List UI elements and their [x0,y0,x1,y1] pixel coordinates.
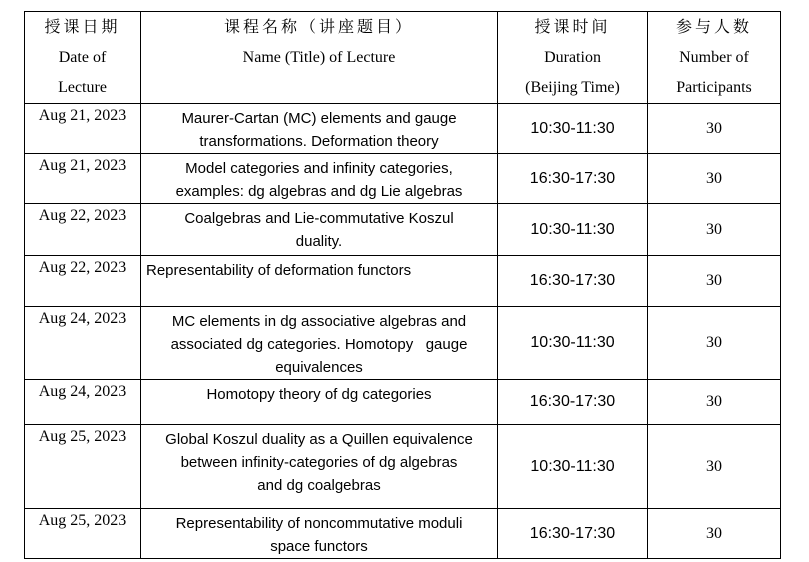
lecture-title-line: duality. [295,233,343,250]
header-participants-en-line: Participants [676,79,752,96]
lecture-title-cell [141,104,498,154]
participants-cell: 30 [648,256,781,307]
lecture-title-line: examples: dg algebras and dg Lie algebras [175,183,463,200]
header-participants-zh: 参与人数 [675,19,752,36]
table-row [25,204,781,256]
time-cell: 16:30-17:30 [498,154,648,204]
time-cell: 10:30-11:30 [498,104,648,154]
date-cell: Aug 21, 2023 [25,154,141,204]
participants-cell: 30 [648,104,781,154]
lecture-title-line: transformations. Deformation theory [199,133,439,150]
lecture-title-cell [141,380,498,425]
header-duration-en-line: (Beijing Time) [525,79,620,96]
lecture-title-line: Global Koszul duality as a Quillen equivalence [165,431,473,448]
header-name-zh: 课程名称（讲座题目） [223,19,414,36]
lecture-title-line: Maurer-Cartan (MC) elements and gauge [181,110,457,127]
table-row [25,380,781,425]
participants-cell: 30 [648,204,781,256]
header-name-en-line: Name (Title) of Lecture [242,49,396,66]
header-date-column [25,12,141,104]
date-cell: Aug 22, 2023 [25,204,141,256]
header-name-column [141,12,498,104]
date-cell: Aug 25, 2023 [25,509,141,559]
lecture-title-line: and dg coalgebras [257,477,381,494]
header-duration-zh: 授课时间 [534,19,611,36]
lecture-title-line: Homotopy theory of dg categories [206,386,432,403]
lecture-title-cell [141,509,498,559]
table-header [25,12,781,104]
lecture-title-cell [141,425,498,509]
header-date-en-line: Date of [58,49,107,66]
lecture-title-line: Coalgebras and Lie-commutative Koszul [184,210,454,227]
time-cell: 10:30-11:30 [498,307,648,380]
header-date-en-line: Lecture [58,79,107,96]
lecture-title-line: Representability of deformation functors [146,262,412,279]
participants-cell: 30 [648,509,781,559]
participants-cell: 30 [648,380,781,425]
date-cell: Aug 24, 2023 [25,380,141,425]
table-row [25,104,781,154]
participants-cell: 30 [648,425,781,509]
date-cell: Aug 22, 2023 [25,256,141,307]
lecture-title-cell [141,307,498,380]
date-cell: Aug 25, 2023 [25,425,141,509]
lecture-title-line: Representability of noncommutative moduli [175,515,463,532]
table-row [25,425,781,509]
header-participants-en-line: Number of [679,49,749,66]
time-cell: 16:30-17:30 [498,380,648,425]
lecture-title-line: between infinity-categories of dg algebras [180,454,458,471]
date-cell: Aug 24, 2023 [25,307,141,380]
participants-cell: 30 [648,154,781,204]
date-cell: Aug 21, 2023 [25,104,141,154]
lecture-title-line: space functors [270,538,368,555]
time-cell: 16:30-17:30 [498,256,648,307]
time-cell: 16:30-17:30 [498,509,648,559]
table-row [25,154,781,204]
lecture-title-cell [141,256,498,307]
table-row [25,307,781,380]
lecture-title-line: MC elements in dg associative algebras and [171,313,467,330]
header-duration-en-line: Duration [544,49,601,66]
header-duration-column [498,12,648,104]
time-cell: 10:30-11:30 [498,425,648,509]
lecture-title-cell [141,154,498,204]
table-body [25,104,781,559]
participants-cell: 30 [648,307,781,380]
header-participants-column [648,12,781,104]
lecture-title-cell [141,204,498,256]
header-row [25,12,781,104]
table-row [25,509,781,559]
time-cell: 10:30-11:30 [498,204,648,256]
lecture-title-line: associated dg categories. Homotopy gauge [170,336,468,353]
table-row [25,256,781,307]
lecture-title-line: Model categories and infinity categories, [185,160,453,177]
lecture-title-line: equivalences [275,359,363,376]
lecture-schedule-table [24,11,781,559]
header-date-zh: 授课日期 [44,19,121,36]
